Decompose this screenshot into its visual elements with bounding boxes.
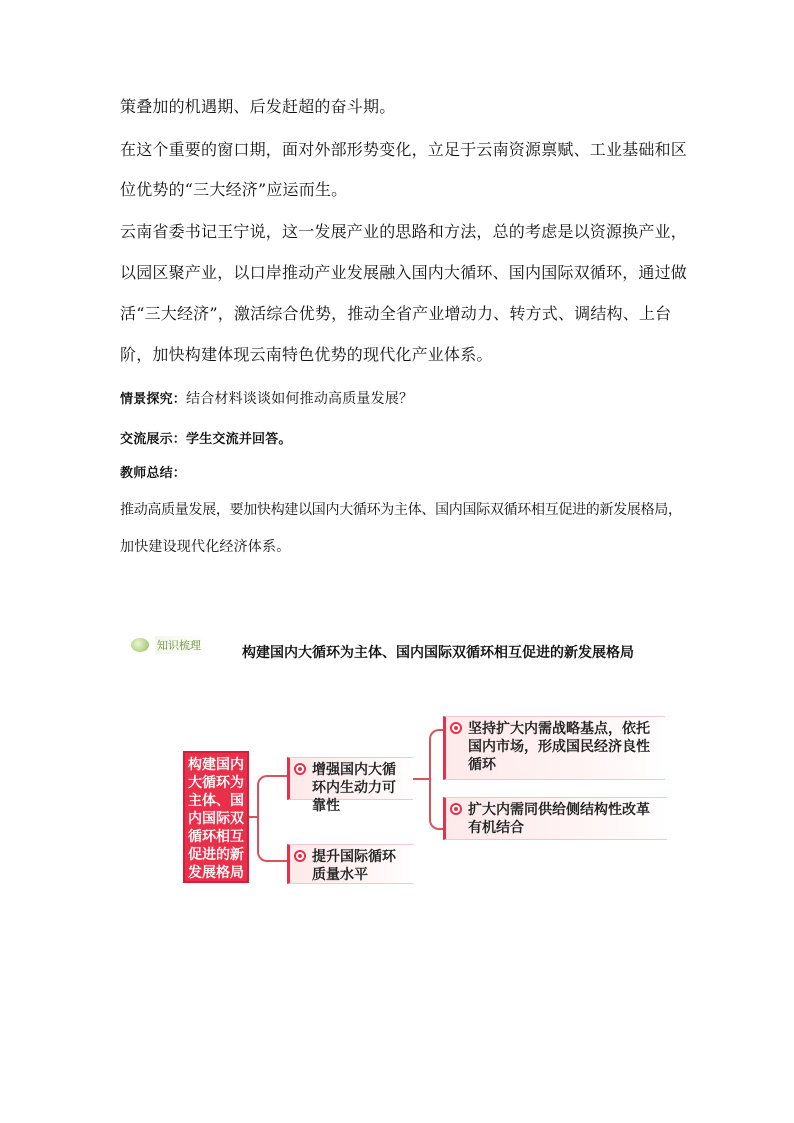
knowledge-badge-label: 知识梳理 (155, 636, 209, 654)
teacher-summary-label-row (120, 462, 680, 484)
mindmap-branch-node (287, 757, 413, 814)
exchange-row (120, 428, 680, 450)
connector-line (413, 778, 429, 780)
leaf-bullet-icon (131, 638, 149, 652)
target-bullet-icon (450, 803, 462, 815)
mindmap-leaf-node (443, 797, 667, 840)
inquiry-label: 情景探究： (120, 392, 187, 407)
paragraph-line: 云南省委书记王宁说，这一发展产业的思路和方法，总的考虑是以资源换产业， (120, 222, 688, 241)
paragraph-line: 在这个重要的窗口期，面对外部形势变化，立足于云南资源禀赋、工业基础和区 (120, 140, 688, 159)
leaf-label: 坚持扩大内需战略基点，依托国内市场，形成国民经济良性循环 (468, 721, 650, 773)
knowledge-badge (131, 635, 209, 655)
inquiry-question: 结合材料谈谈如何推动高质量发展？ (186, 391, 414, 407)
paragraph-line: 策叠加的机遇期、后发赶超的奋斗期。 (120, 97, 396, 116)
paragraph-line: 活“三大经济”，激活综合优势，推动全省产业增动力、转方式、调结构、上台 (120, 304, 672, 323)
knowledge-title: 构建国内大循环为主体、国内国际双循环相互促进的新发展格局 (242, 645, 634, 661)
teacher-summary-line: 加快建设现代化经济体系。 (120, 539, 291, 555)
exchange-content: 学生交流并回答。 (186, 432, 292, 447)
connector-line (249, 816, 257, 818)
target-bullet-icon (294, 763, 306, 775)
teacher-summary-line: 推动高质量发展，要加快构建以国内大循环为主体、国内国际双循环相互促进的新发展格局， (120, 502, 682, 518)
paragraph-line: 以园区聚产业，以口岸推动产业发展融入国内大循环、国内国际双循环，通过做 (120, 263, 688, 282)
inquiry-row (120, 388, 680, 410)
branch-label: 增强国内大循环内生动力可靠性 (312, 762, 396, 814)
paragraph-line: 阶，加快构建体现云南特色优势的现代化产业体系。 (120, 345, 493, 364)
branch-label: 提升国际循环质量水平 (312, 849, 396, 883)
target-bullet-icon (450, 722, 462, 734)
mindmap-leaf-node (443, 716, 665, 780)
leaf-label: 扩大内需同供给侧结构性改革有机结合 (468, 802, 650, 836)
teacher-summary-label: 教师总结： (120, 466, 187, 481)
target-bullet-icon (294, 850, 306, 862)
exchange-label: 交流展示： (120, 432, 187, 447)
paragraph-line: 位优势的“三大经济”应运而生。 (120, 180, 348, 199)
connector-bracket (257, 775, 287, 862)
mindmap-branch-node (287, 844, 413, 884)
mindmap-root-node: 构建国内大循环为主体、国内国际双循环相互促进的新发展格局 (183, 751, 249, 883)
